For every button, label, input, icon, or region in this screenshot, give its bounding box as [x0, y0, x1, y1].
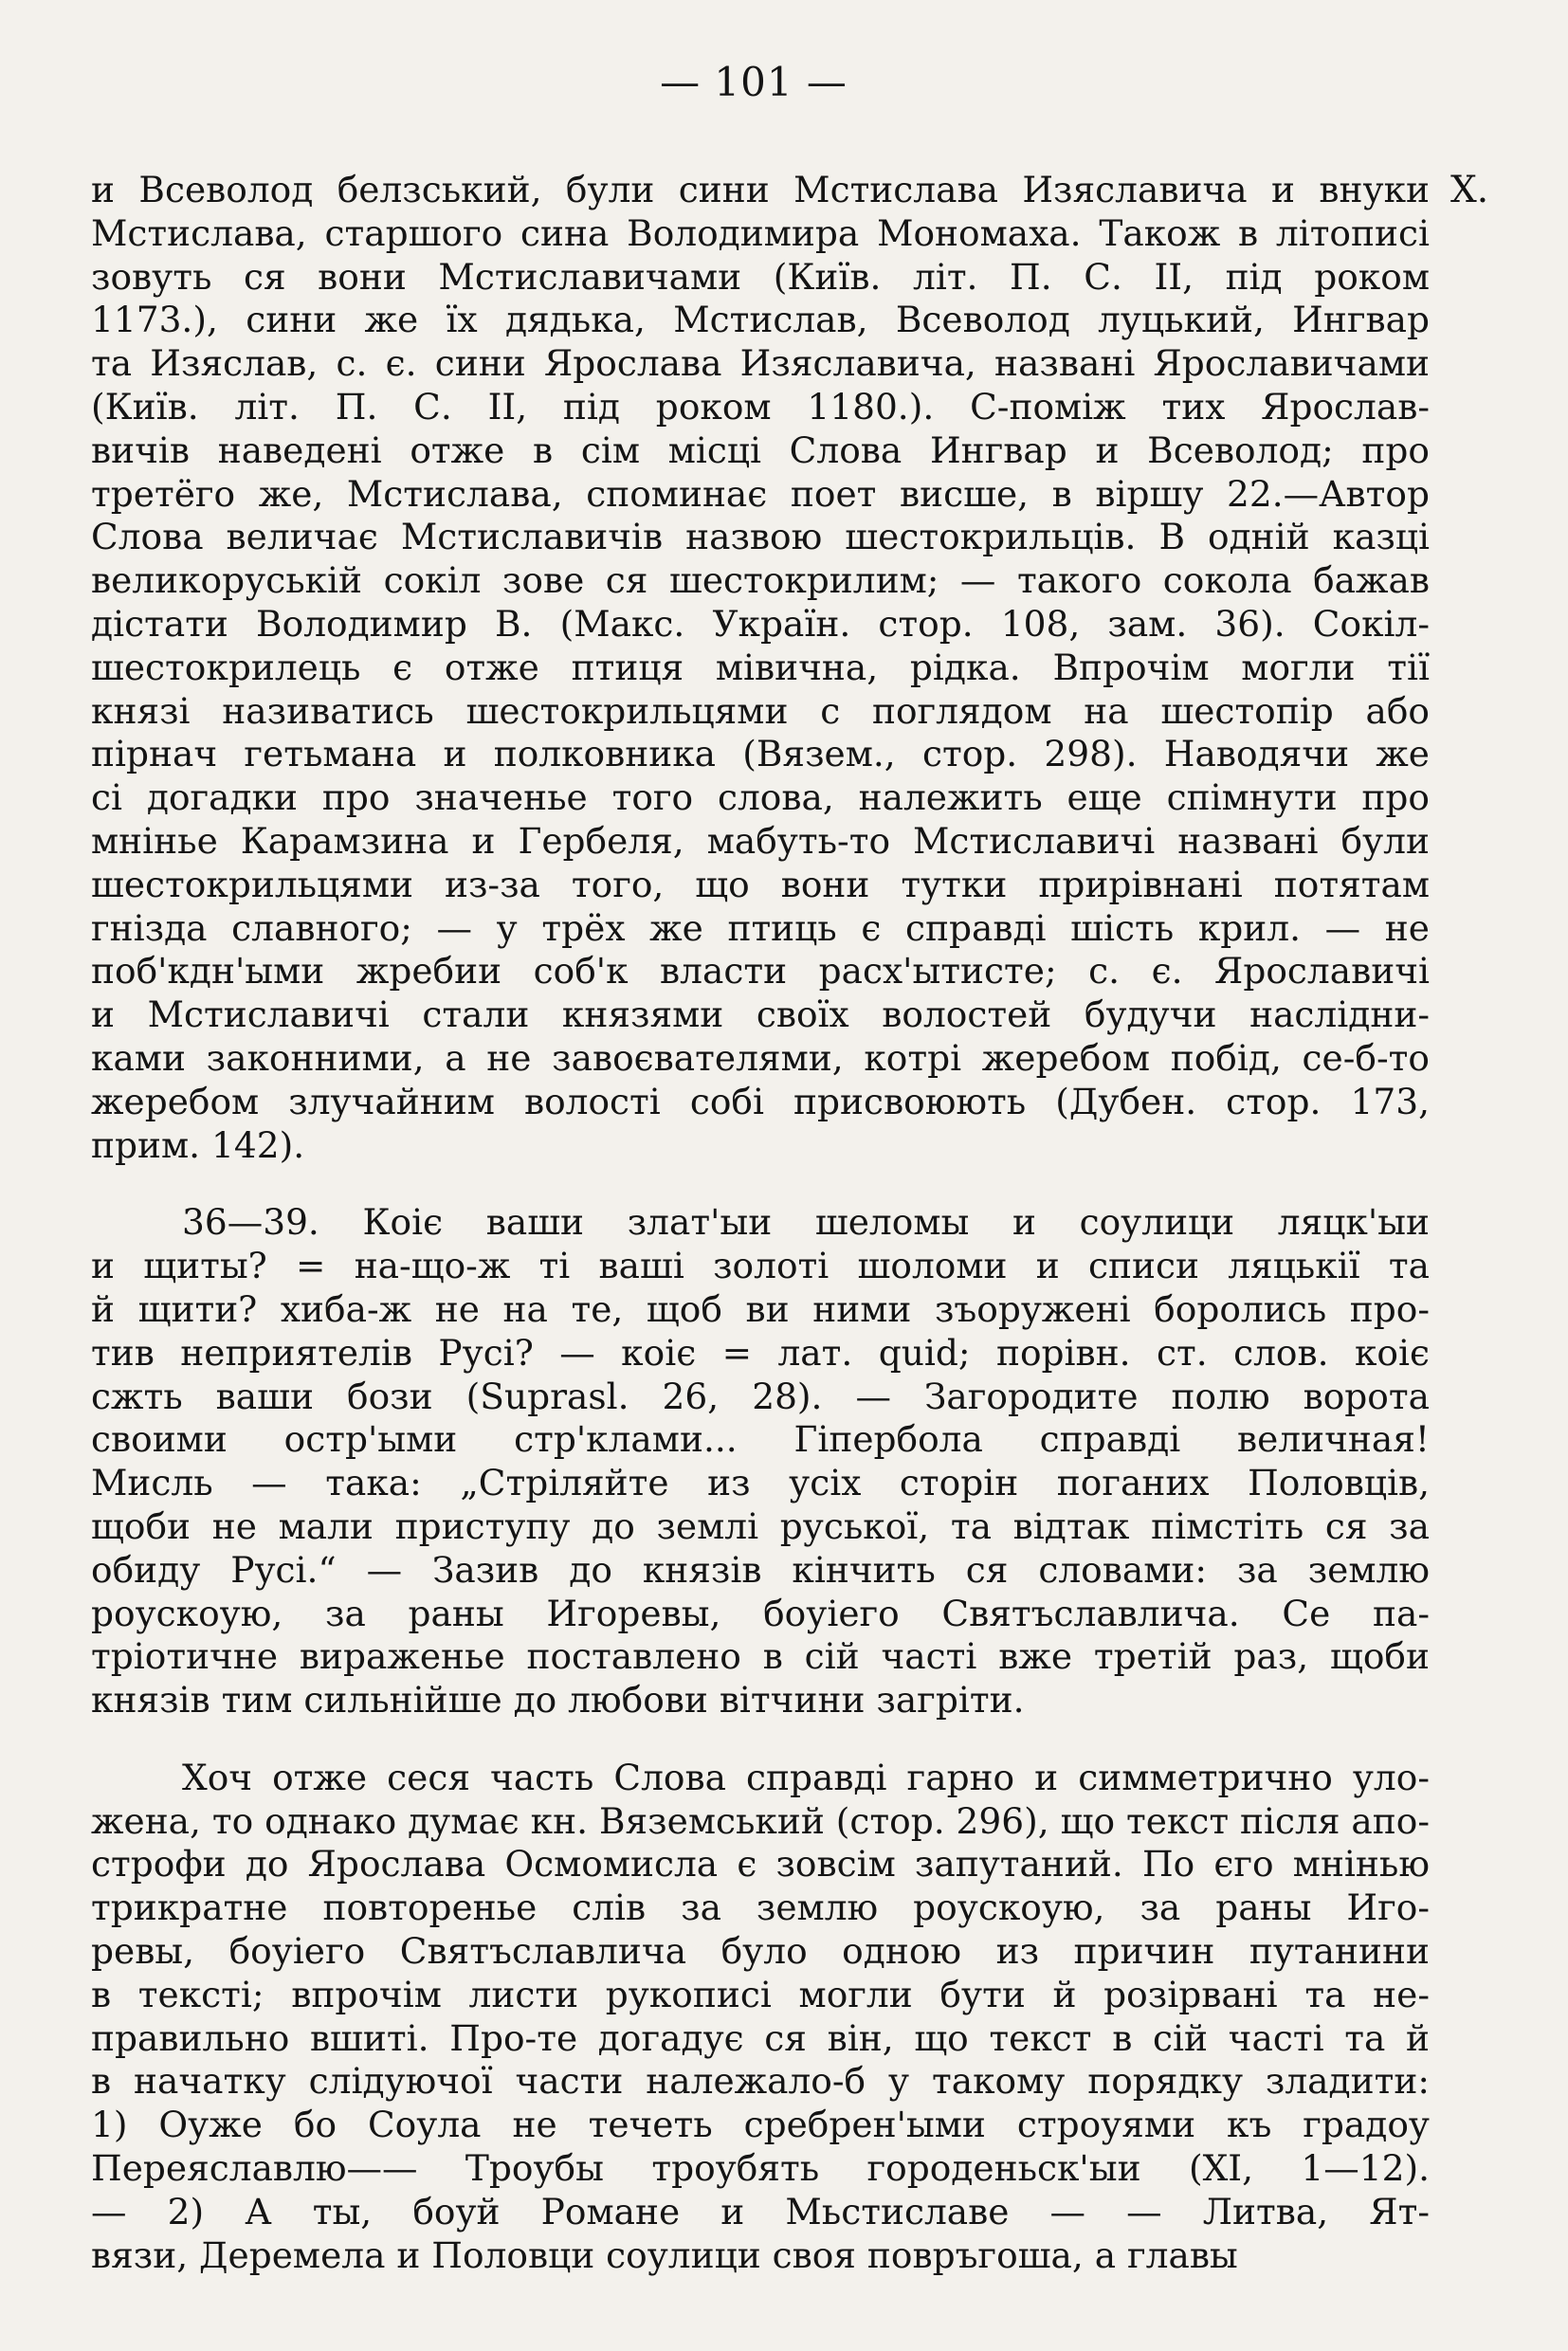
text-line: та Изяслав, с. є. сини Ярослава Изяславича, названі Ярославичами — [91, 342, 1430, 385]
text-line: ревы, боуіего Святъславлича було одною из причин путанини — [91, 1930, 1430, 1973]
margin-mark: X. — [1450, 169, 1489, 211]
text-line: сі догадки про значенье того слова, належить еще спімнути про — [91, 776, 1430, 819]
text-line: в тексті; впрочім листи рукописі могли бути й розірвані та не- — [91, 1973, 1430, 2015]
text-line: правильно вшиті. Про-те догадує ся він, що текст в сій часті та й — [91, 2016, 1430, 2059]
text-line: тив неприятелів Русі? — коіє = лат. quid; порівн. ст. слов. коіє — [91, 1331, 1430, 1374]
text-line: ками законними, а не завоєвателями, котрі жеребом побід, се-б-то — [91, 1036, 1430, 1079]
text-line: князів тим сильнійше до любови вітчини загріти. — [91, 1679, 1025, 1722]
text-line: вязи, Деремела и Половци соулици своя повръгоша, а главы — [91, 2233, 1238, 2276]
text-line: и Всеволод белзський, були сини Мстислава Изяславича и внуки — [91, 169, 1430, 210]
text-line: поб'кдн'ыми жребии соб'к власти расх'ытисте; с. є. Ярославичі — [91, 950, 1430, 993]
page-number: — 101 — — [660, 59, 848, 105]
paragraph-1 — [91, 169, 1430, 1167]
text-line: пірнач гетьмана и полковника (Вязем., стор. 298). Наводячи же — [91, 733, 1430, 775]
paragraph-2 — [91, 1201, 1430, 1722]
text-line: трикратне повторенье слів за землю роускоую, за раны Иго- — [91, 1886, 1430, 1929]
text-line: Хоч отже сеся часть Слова справді гарно и симметрично уло- — [182, 1756, 1430, 1798]
text-line: жена, то однако думає кн. Вяземський (стор. 296), що текст після апо- — [91, 1799, 1430, 1842]
text-line: шестокрильцями из-за того, що вони тутки прирівнані потятам — [91, 863, 1430, 905]
text-line: прим. 142). — [91, 1123, 305, 1166]
text-line: тріотичне вираженье поставлено в сій часті вже третій раз, щоби — [91, 1635, 1430, 1678]
text-line: строфи до Ярослава Осмомисла є зовсім запутаний. По єго мнінью — [91, 1843, 1430, 1886]
text-line: дістати Володимир В. (Макс. Україн. стор. 108, зам. 36). Сокіл- — [91, 602, 1430, 645]
text-line: князі називатись шестокрильцями с поглядом на шестопір або — [91, 689, 1430, 732]
text-line: мнінье Карамзина и Гербеля, мабуть-то Мстиславичі названі були — [91, 819, 1430, 862]
text-block — [91, 169, 1430, 2277]
paragraph-3 — [91, 1757, 1430, 2278]
text-line: щоби не мали приступу до землі руської, та відтак пімстіть ся за — [91, 1504, 1430, 1547]
text-line: Слова величає Мстиславичів назвою шестокрильців. В одній казці — [91, 516, 1430, 558]
text-line: третёго же, Мстислава, споминає поет висше, в віршу 22.—Автор — [91, 472, 1430, 515]
text-line: шестокрилець є отже птиця мівична, рідка. Впрочім могли тії — [91, 646, 1430, 688]
text-line: жеребом злучайним волості собі присвоюють (Дубен. стор. 173, — [91, 1080, 1430, 1122]
text-line: 1) Оуже бо Соула не течеть сребрен'ыми строуями къ градоу — [91, 2104, 1430, 2146]
text-line: своими остр'ыми стр'клами... Гіпербола справді величная! — [91, 1418, 1430, 1461]
text-line: великоруській сокіл зове ся шестокрилим; — такого сокола бажав — [91, 559, 1430, 602]
text-line: и Мстиславичі стали князями своїх волостей будучи наслідни- — [91, 993, 1430, 1036]
text-line: в начатку слідуючої части належало-б у такому порядку зладити: — [91, 2060, 1430, 2103]
text-line: сжть ваши бози (Suprasl. 26, 28). — Загородите полю ворота — [91, 1375, 1430, 1417]
text-line: зовуть ся вони Мстиславичами (Київ. літ. П. С. II, під роком — [91, 255, 1430, 298]
text-line: и щиты? = на-що-ж ті ваші золоті шоломи и списи ляцькії та — [91, 1245, 1430, 1287]
text-line: 36—39. Коіє ваши злат'ыи шеломы и соулици ляцк'ыи — [182, 1201, 1430, 1244]
text-line: обиду Русі.“ — Зазив до князів кінчить ся словами: за землю — [91, 1548, 1430, 1591]
text-line: гнізда славного; — у трёх же птиць є справді шість крил. — не — [91, 906, 1430, 949]
text-line: Мисль — така: „Стріляйте из усіх сторін поганих Половців, — [91, 1462, 1430, 1504]
text-line: (Київ. літ. П. С. II, під роком 1180.). С-поміж тих Ярослав- — [91, 385, 1430, 428]
text-line: вичів наведені отже в сім місці Слова Ингвар и Всеволод; про — [91, 428, 1430, 471]
text-line: 1173.), сини же їх дядька, Мстислав, Всеволод луцький, Ингвар — [91, 299, 1430, 341]
text-line: — 2) А ты, боуй Романе и Мьстиславе — — Литва, Ят- — [91, 2190, 1430, 2233]
text-line: Переяславлю—— Троубы троубять городеньск'ыи (XI, 1—12). — [91, 2147, 1430, 2190]
text-line: Мстислава, старшого сина Володимира Мономаха. Також в літописі — [91, 211, 1430, 254]
text-line: роускоую, за раны Игоревы, боуіего Святъславлича. Се па- — [91, 1592, 1430, 1634]
text-line: й щити? хиба-ж не на те, щоб ви ними зъоружені боролись про- — [91, 1287, 1430, 1330]
